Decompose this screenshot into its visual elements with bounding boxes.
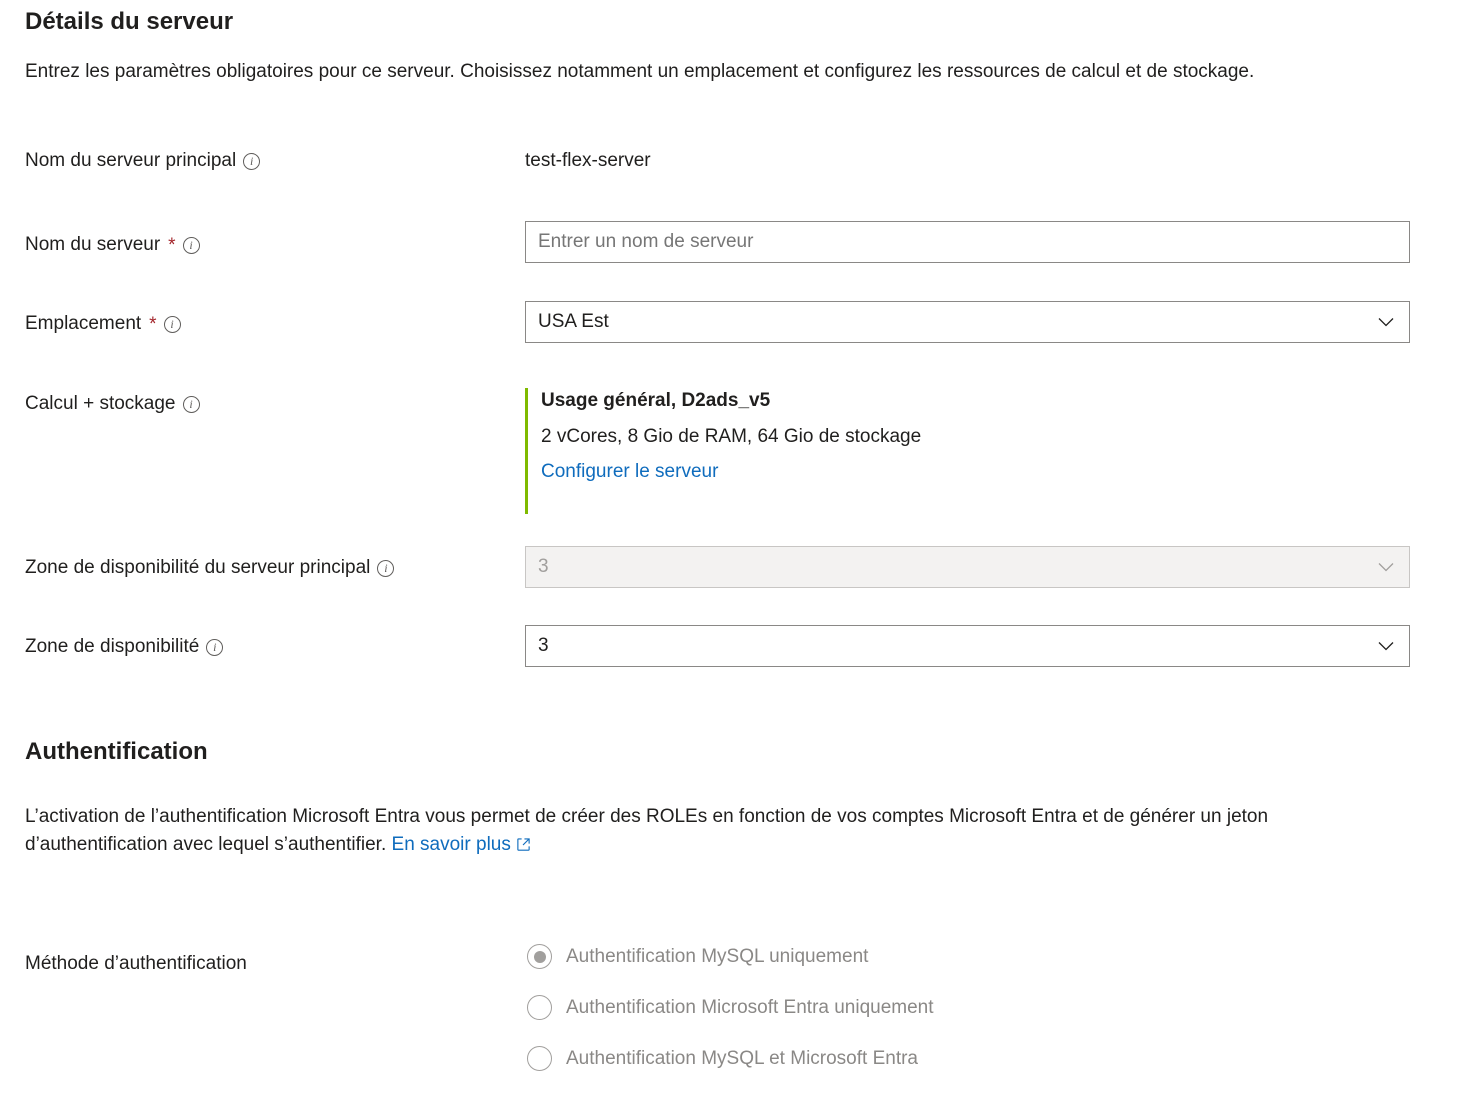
external-link-icon (516, 833, 531, 861)
primary-server-name-label-text: Nom du serveur principal (25, 150, 237, 171)
configure-server-link[interactable]: Configurer le serveur (541, 461, 719, 483)
server-details-description: Entrez les paramètres obligatoires pour ce serveur. Choisissez notamment un emplacement et configurez les ressources de calcul et de stockage. (25, 61, 1255, 82)
location-label (25, 313, 181, 335)
radio-option-entra-only[interactable] (527, 982, 934, 1033)
server-name-input-placeholder: Entrer un nom de serveur (538, 231, 754, 252)
location-select[interactable] (525, 301, 1410, 343)
authentication-method-label-text: Méthode d’authentification (25, 953, 247, 974)
radio-option-label: Authentification MySQL et Microsoft Entra (566, 1047, 919, 1069)
availability-zone-label (25, 636, 223, 658)
info-icon[interactable]: i (243, 153, 260, 170)
radio-option-mysql-only[interactable] (527, 931, 934, 982)
chevron-down-icon (1375, 311, 1397, 333)
radio-button-selected[interactable] (527, 944, 552, 969)
primary-availability-zone-select (525, 546, 1410, 588)
radio-button[interactable] (527, 1046, 552, 1071)
authentication-heading: Authentification (25, 738, 208, 765)
availability-zone-value: 3 (538, 635, 549, 656)
availability-zone-label-text: Zone de disponibilité (25, 636, 200, 657)
radio-dot (534, 951, 546, 963)
authentication-description (25, 803, 1365, 860)
availability-zone-select[interactable] (525, 625, 1410, 667)
compute-specs: 2 vCores, 8 Gio de RAM, 64 Gio de stockage (541, 425, 922, 447)
server-name-label (25, 234, 200, 256)
radio-button[interactable] (527, 995, 552, 1020)
radio-option-mysql-and-entra[interactable] (527, 1033, 934, 1084)
info-icon[interactable]: i (183, 396, 200, 413)
required-indicator: * (168, 234, 176, 256)
location-select-value: USA Est (538, 311, 609, 332)
radio-option-label: Authentification MySQL uniquement (566, 945, 869, 967)
compute-storage-label-text: Calcul + stockage (25, 393, 176, 414)
location-label-text: Emplacement (25, 313, 142, 334)
authentication-method-radio-group (527, 931, 934, 1084)
chevron-down-icon (1375, 635, 1397, 657)
primary-server-name-label (25, 150, 260, 172)
primary-availability-zone-label-text: Zone de disponibilité du serveur principal (25, 557, 371, 578)
info-icon[interactable]: i (164, 316, 181, 333)
server-name-input[interactable] (525, 221, 1410, 263)
info-icon[interactable]: i (183, 237, 200, 254)
primary-availability-zone-value: 3 (538, 556, 549, 577)
info-icon[interactable]: i (377, 560, 394, 577)
chevron-down-icon (1375, 556, 1397, 578)
compute-storage-label (25, 393, 200, 415)
authentication-description-text: L’activation de l’authentification Microsoft Entra vous permet de créer des ROLEs en fonction de vos comptes Microsoft Entra et de générer un jeton d’authentification avec lequel s’authentifier. (25, 806, 1269, 855)
compute-tier-name: Usage général, D2ads_v5 (541, 390, 771, 411)
learn-more-link[interactable]: En savoir plus (391, 833, 511, 855)
required-indicator: * (149, 313, 157, 335)
server-details-heading: Détails du serveur (25, 8, 234, 35)
primary-availability-zone-label (25, 557, 394, 579)
authentication-method-label (25, 953, 247, 975)
primary-server-name-value: test-flex-server (525, 150, 651, 171)
info-icon[interactable]: i (206, 639, 223, 656)
server-name-label-text: Nom du serveur (25, 234, 161, 255)
radio-option-label: Authentification Microsoft Entra uniquement (566, 996, 934, 1018)
compute-storage-summary (525, 388, 1410, 514)
